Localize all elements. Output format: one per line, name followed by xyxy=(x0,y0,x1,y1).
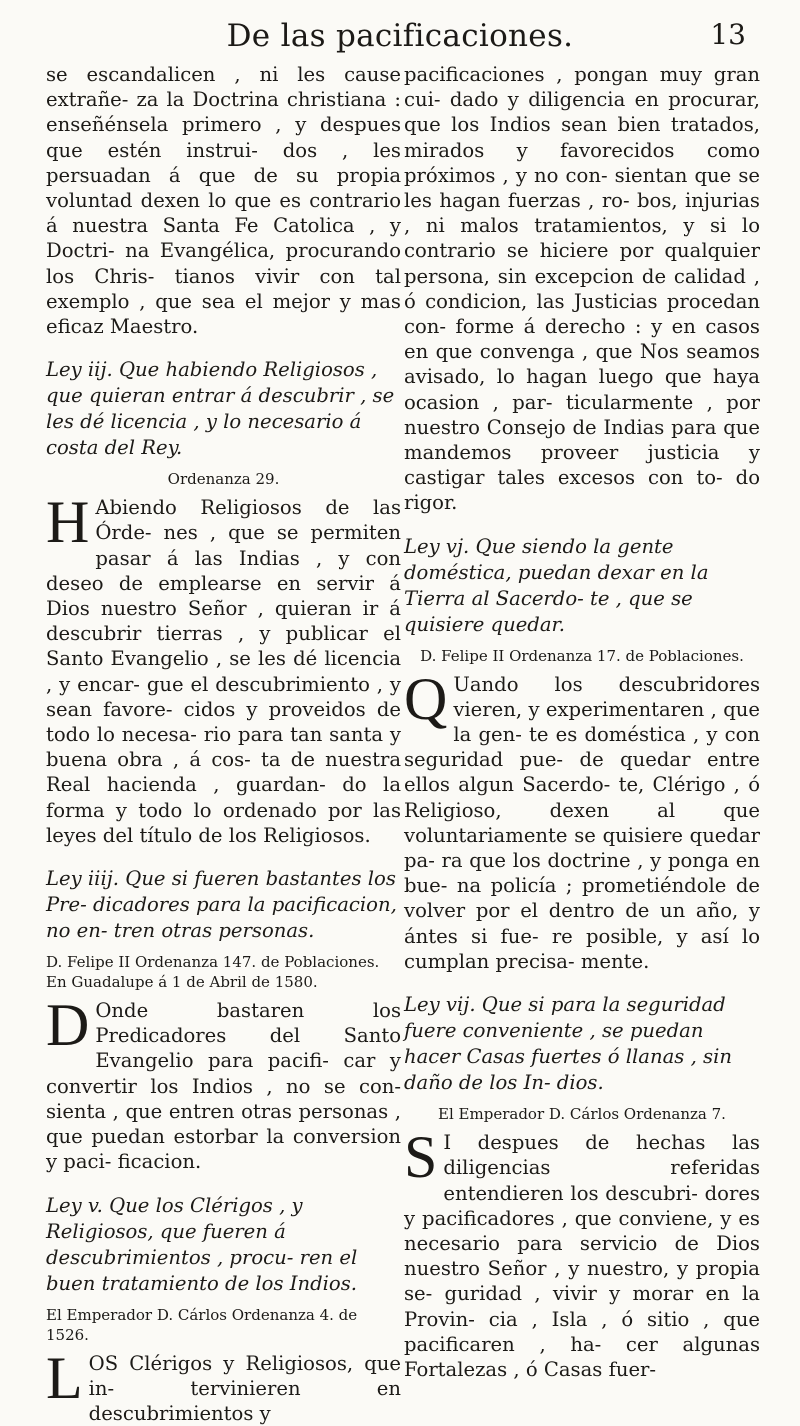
law-source: D. Felipe II Ordenanza 147. de Poblaciones. En Guadalupe á 1 de Abril de 1580. xyxy=(46,952,401,992)
drop-cap: D xyxy=(46,1000,89,1050)
page-number: 13 xyxy=(710,18,746,51)
law-heading-6 xyxy=(404,534,760,638)
law-body: OS Clérigos y Religiosos, que in- tervinieren en descubrimientos y xyxy=(89,1352,401,1425)
drop-cap: S xyxy=(404,1132,437,1182)
right-column xyxy=(404,62,760,1382)
law-number: Ley v. xyxy=(46,1194,103,1217)
law-title: Que los Clérigos , y Religiosos, que fueren á descubrimientos , procu- ren el buen tratamiento de los Indios. xyxy=(46,1194,357,1295)
law-body: Onde bastaren los Predicadores del Santo Evangelio para pacifi- car y convertir los Indios , no se con- sienta , que entren otras personas , que puedan estorbar la conversion y paci- ficacion. xyxy=(46,999,401,1173)
drop-cap: L xyxy=(46,1353,83,1403)
running-title: De las pacificaciones. xyxy=(0,18,800,54)
law-title: Que si fueren bastantes los Pre- dicadores para la pacificacion, no en- tren otras personas. xyxy=(46,867,397,942)
continued-paragraph: se escandalicen , ni les cause extrañe- za la Doctrina christiana : enseñénsela primero , y despues que estén instrui- dos , les persuadan á que de su propia voluntad dexen lo que es contrario á nuestra Santa Fe Catolica , y Doctri- na Evangélica, procurando los Chris- tianos vivir con tal exemplo , que sea el mejor y mas eficaz Maestro. xyxy=(46,62,401,339)
law-heading-7 xyxy=(404,992,760,1096)
law-text xyxy=(46,998,401,1174)
law-title: Que habiendo Religiosos , que quieran entrar á descubrir , se les dé licencia , y lo necesario á costa del Rey. xyxy=(46,358,394,459)
law-number: Ley vj. xyxy=(404,535,469,558)
law-text xyxy=(404,672,760,974)
law-title: Que siendo la gente doméstica, puedan dexar en la Tierra al Sacerdo- te , que se quisiere quedar. xyxy=(404,535,709,636)
law-text xyxy=(46,495,401,848)
law-source: D. Felipe II Ordenanza 17. de Poblaciones. xyxy=(404,646,760,666)
law-body: I despues de hechas las diligencias referidas entendieren los descubri- dores y pacificadores , que conviene, y es necesario para servicio de Dios nuestro Señor , y nuestro, y propia se- guridad , vivir y morar en la Provin- cia , Isla , ó sitio , que pacificaren , ha- cer algunas Fortalezas , ó Casas fuer- xyxy=(404,1131,760,1381)
page-header xyxy=(0,18,800,58)
law-body: Uando los descubridores vieren, y experimentaren , que la gen- te es doméstica , y con seguridad pue- de quedar entre ellos algun Sacerdo- te, Clérigo , ó Religioso, dexen al que voluntariamente se quisiere quedar pa- ra que los doctrine , y ponga en bue- na policía ; prometiéndole de volver por el dentro de un año, y ántes si fue- re posible, y así lo cumplan precisa- mente. xyxy=(404,673,760,973)
law-source: El Emperador D. Cárlos Ordenanza 4. de 1526. xyxy=(46,1305,401,1345)
law-heading-5 xyxy=(46,1193,401,1297)
law-source: Ordenanza 29. xyxy=(46,469,401,489)
law-number: Ley iij. xyxy=(46,358,113,381)
law-number: Ley vij. xyxy=(404,993,476,1016)
drop-cap: Q xyxy=(404,674,447,724)
law-text xyxy=(404,1130,760,1382)
continued-paragraph: pacificaciones , pongan muy gran cui- dado y diligencia en procurar, que los Indios sean bien tratados, mirados y favorecidos como próximos , y no con- sientan que se les hagan fuerzas , ro- bos, injurias , ni malos tratamientos, y si lo contrario se hiciere por qualquier persona, sin excepcion de calidad , ó condicion, las Justicias procedan con- forme á derecho : y en casos en que convenga , que Nos seamos avisado, lo hagan luego que haya ocasion , par- ticularmente , por nuestro Consejo de Indias para que mandemos proveer justicia y castigar tales excesos con to- do rigor. xyxy=(404,62,760,516)
law-number: Ley iiij. xyxy=(46,867,119,890)
left-column xyxy=(46,62,401,1426)
drop-cap: H xyxy=(46,497,89,547)
law-title: Que si para la seguridad fuere conveniente , se puedan hacer Casas fuertes ó llanas , sin daño de los In- dios. xyxy=(404,993,732,1094)
law-heading-4 xyxy=(46,866,401,944)
law-source: El Emperador D. Cárlos Ordenanza 7. xyxy=(404,1104,760,1124)
law-text xyxy=(46,1351,401,1426)
law-heading-3 xyxy=(46,357,401,461)
law-body: Abiendo Religiosos de las Órde- nes , que se permiten pasar á las Indias , y con deseo de emplearse en servir á Dios nuestro Señor , quieran ir á descubrir tierras , y publicar el Santo Evangelio , se les dé licencia , y encar- gue el descubrimiento , y sean favore- cidos y proveidos de todo lo necesa- rio para tan santa y buena obra , á cos- ta de nuestra Real hacienda , guardan- do la forma y todo lo ordenado por las leyes del título de los Religiosos. xyxy=(46,496,401,847)
